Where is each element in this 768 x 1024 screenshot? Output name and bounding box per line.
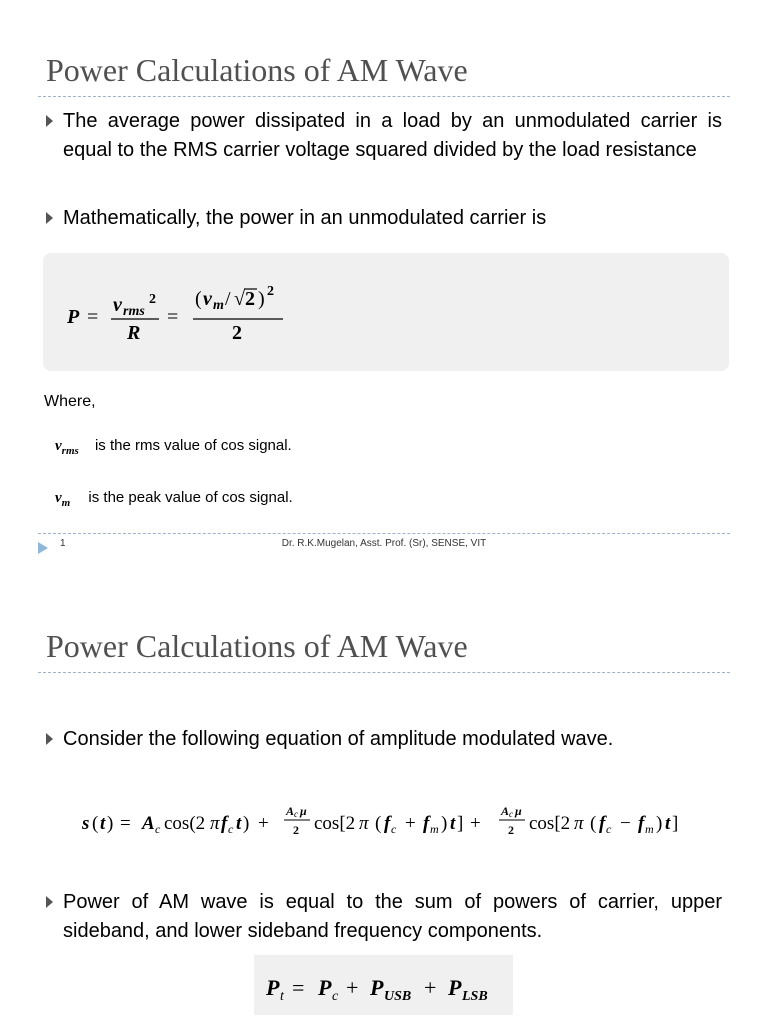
- svg-text:t: t: [236, 813, 242, 834]
- am-wave-equation: [78, 798, 698, 844]
- svg-text:]: ]: [457, 813, 464, 834]
- svg-text:√: √: [234, 288, 245, 310]
- title-divider: [38, 672, 730, 673]
- footer-divider: [38, 533, 730, 534]
- svg-text:P: P: [448, 975, 462, 1000]
- where-label: Where,: [44, 393, 96, 410]
- bullet-text: The average power dissipated in a load by an unmodulated carrier is equal to the RMS carrier voltage squared divided by the load resistance: [63, 110, 722, 161]
- svg-text:): ): [441, 813, 448, 834]
- bullet-arrow-icon: [46, 896, 53, 908]
- total-power-equation: [254, 955, 513, 1015]
- svg-text:cos(2: cos(2: [164, 813, 206, 834]
- definition-row: [55, 437, 292, 457]
- svg-text:P: P: [67, 306, 80, 328]
- svg-text:): ): [243, 813, 250, 834]
- svg-text:π: π: [210, 813, 220, 834]
- total-power-equation-box: [254, 955, 513, 1015]
- svg-text:f: f: [384, 813, 391, 834]
- svg-text:2: 2: [508, 823, 514, 837]
- equation-box: [43, 253, 729, 371]
- svg-text:A: A: [286, 804, 295, 818]
- bullet-text: Power of AM wave is equal to the sum of powers of carrier, upper sideband, and lower sideband frequency components.: [63, 891, 722, 942]
- bullet-arrow-icon: [46, 212, 53, 224]
- power-equation: [43, 253, 729, 371]
- bullet-arrow-icon: [46, 733, 53, 745]
- bullet-text: Consider the following equation of amplitude modulated wave.: [63, 728, 614, 750]
- svg-text:2: 2: [245, 288, 255, 310]
- svg-text:(: (: [590, 813, 597, 834]
- svg-text:f: f: [638, 813, 645, 834]
- svg-text:t: t: [450, 813, 456, 834]
- svg-text:R: R: [127, 322, 141, 344]
- bullet-item: [44, 725, 722, 754]
- footer-author: Dr. R.K.Mugelan, Asst. Prof. (Sr), SENSE, VIT: [281, 538, 487, 549]
- svg-text:=: =: [167, 306, 179, 328]
- svg-text:): ): [258, 288, 265, 310]
- svg-text:c: c: [509, 809, 513, 819]
- svg-text:t: t: [280, 989, 284, 1004]
- svg-text:(: (: [375, 813, 382, 834]
- svg-text:]: ]: [672, 813, 679, 834]
- bullet-item: [44, 107, 722, 165]
- svg-text:2: 2: [232, 322, 242, 344]
- svg-text:(: (: [92, 813, 99, 834]
- svg-text:2: 2: [149, 292, 156, 307]
- svg-text:2: 2: [293, 823, 299, 837]
- svg-text:c: c: [391, 822, 397, 836]
- svg-text:rms: rms: [123, 304, 145, 319]
- svg-text:v: v: [113, 294, 122, 316]
- svg-text:+: +: [405, 813, 416, 834]
- svg-text:=: =: [87, 306, 99, 328]
- definition-text: is the rms value of cos signal.: [94, 437, 292, 454]
- svg-text:LSB: LSB: [462, 989, 488, 1004]
- page-number: 1: [60, 538, 66, 549]
- svg-text:c: c: [606, 822, 612, 836]
- bullet-item: [44, 888, 722, 946]
- bullet-item: [44, 204, 722, 233]
- svg-text:t: t: [665, 813, 671, 834]
- svg-text:c: c: [228, 822, 234, 836]
- bullet-arrow-icon: [46, 115, 53, 127]
- vm-symbol: $v_m$: [55, 490, 71, 509]
- slide-1-title: Power Calculations of AM Wave: [46, 52, 468, 88]
- svg-text:USB: USB: [384, 989, 412, 1004]
- svg-text:cos[2: cos[2: [314, 813, 356, 834]
- svg-text:+: +: [424, 975, 437, 1000]
- svg-text:s: s: [82, 813, 90, 834]
- svg-text:+: +: [258, 813, 269, 834]
- svg-text:c: c: [332, 989, 339, 1004]
- svg-text:f: f: [221, 813, 228, 834]
- svg-text:c: c: [294, 809, 298, 819]
- svg-text:2: 2: [267, 284, 274, 299]
- svg-text:f: f: [599, 813, 606, 834]
- svg-text:): ): [656, 813, 663, 834]
- svg-text:cos[2: cos[2: [529, 813, 571, 834]
- svg-text:): ): [107, 813, 114, 834]
- svg-text:m: m: [645, 822, 654, 836]
- svg-text:+: +: [346, 975, 359, 1000]
- svg-text:−: −: [620, 813, 631, 834]
- definition-text: is the peak value of cos signal.: [88, 489, 293, 506]
- svg-text:π: π: [574, 813, 584, 834]
- svg-text:t: t: [100, 813, 106, 834]
- svg-text:π: π: [359, 813, 369, 834]
- svg-text:(: (: [195, 288, 202, 310]
- svg-text:A: A: [142, 813, 155, 834]
- svg-text:c: c: [155, 822, 161, 836]
- svg-text:μ: μ: [515, 804, 522, 818]
- bullet-text: Mathematically, the power in an unmodulated carrier is: [63, 207, 547, 229]
- svg-text:/: /: [225, 288, 231, 310]
- svg-text:m: m: [430, 822, 439, 836]
- title-divider: [38, 96, 730, 97]
- svg-text:m: m: [213, 298, 224, 313]
- svg-text:A: A: [501, 804, 510, 818]
- svg-text:=: =: [120, 813, 131, 834]
- svg-text:v: v: [203, 288, 212, 310]
- svg-text:P: P: [370, 975, 384, 1000]
- svg-text:μ: μ: [300, 804, 307, 818]
- svg-text:P: P: [266, 975, 280, 1000]
- vrms-symbol: $v_{rms}$: [55, 438, 79, 457]
- svg-text:+: +: [470, 813, 481, 834]
- svg-text:=: =: [292, 975, 305, 1000]
- svg-text:P: P: [318, 975, 332, 1000]
- svg-text:f: f: [423, 813, 430, 834]
- slide-2-title: Power Calculations of AM Wave: [46, 628, 468, 664]
- definition-row: [55, 489, 293, 509]
